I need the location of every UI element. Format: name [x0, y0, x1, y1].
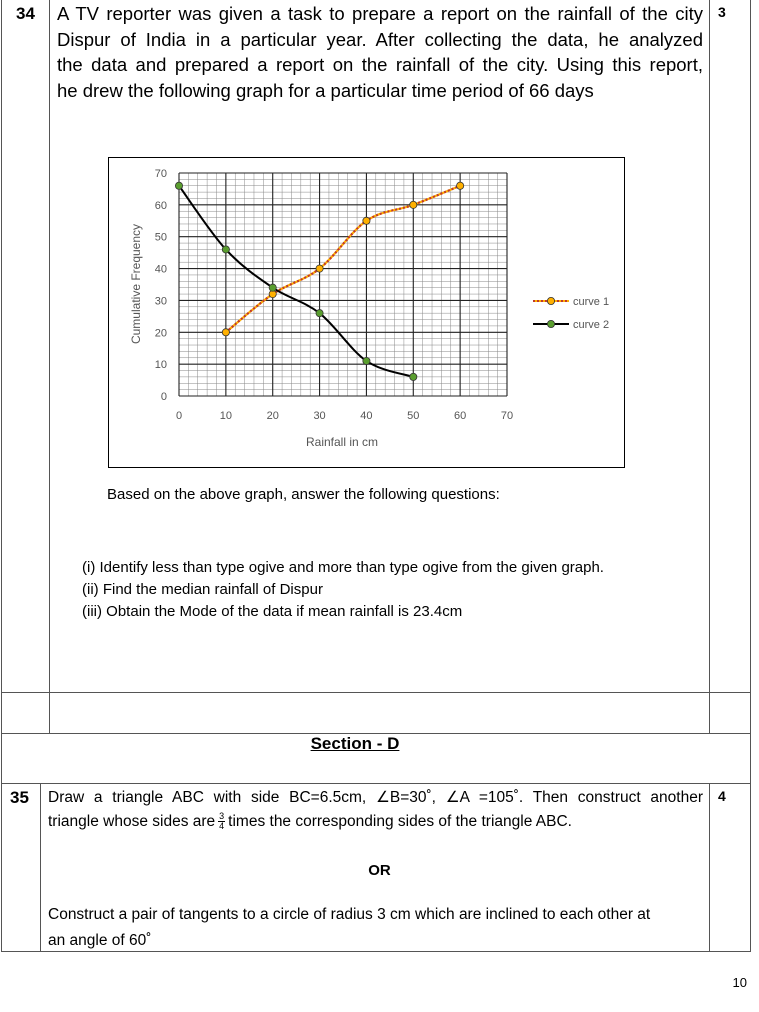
curve-1-point: [222, 329, 229, 336]
question-line: times the corresponding sides of the triangle ABC.: [228, 813, 572, 830]
ogive-chart: [109, 158, 624, 467]
x-axis-label: Rainfall in cm: [305, 435, 379, 449]
table-left-border: [1, 0, 2, 952]
or-separator: OR: [368, 862, 391, 879]
fraction-numerator: 3: [219, 811, 225, 822]
subquestion-label: (iii): [82, 603, 102, 620]
chart-frame: [108, 157, 625, 468]
curve-1-line-dots: [226, 186, 460, 333]
alternative-question: [48, 905, 703, 951]
question-line: he drew the following graph for a particular time period of 66 days: [57, 79, 594, 101]
curve-2-point: [175, 182, 182, 189]
subquestion-3: [82, 603, 462, 620]
subquestion-2: [82, 581, 323, 598]
row-divider-3: [1, 783, 751, 784]
question-text: [48, 788, 703, 808]
question-line: triangle whose sides are: [48, 813, 216, 830]
y-axis-label: Cumulative Frequency: [129, 223, 143, 345]
curve-1-point: [363, 217, 370, 224]
curve-1-point: [410, 201, 417, 208]
fraction-denominator: 4: [219, 821, 225, 832]
y-tick-label: 10: [154, 359, 167, 372]
legend-label: curve 2: [573, 319, 610, 331]
question-line: Construct a pair of tangents to a circle of radius 3 cm which are inclined to each other at: [48, 906, 651, 923]
legend-swatch-marker: [547, 320, 554, 327]
question-line: an angle of 60˚: [48, 932, 152, 949]
question-line: Dispur of India in a particular year. After collecting the data, he analyzed: [57, 28, 703, 50]
question-text-line2: [48, 812, 703, 832]
x-tick-label: 50: [407, 410, 420, 422]
table-bottom-border: [1, 951, 751, 952]
curve-2-point: [316, 310, 323, 317]
curve-2-point: [269, 284, 276, 291]
col-divider-marks: [709, 0, 710, 733]
question-number: 35: [10, 788, 29, 807]
section-heading: Section - D: [310, 734, 400, 753]
y-tick-label: 20: [154, 327, 167, 340]
row-divider-1: [1, 692, 751, 693]
curve-2-point: [222, 246, 229, 253]
x-tick-label: 10: [219, 410, 232, 422]
table-right-border: [750, 0, 751, 952]
curve-1-line: [226, 186, 460, 333]
subquestion-1: [82, 559, 604, 576]
question-marks: 3: [718, 4, 726, 20]
subquestion-label: (ii): [82, 581, 99, 598]
curve-2-point: [363, 357, 370, 364]
legend-label: curve 1: [573, 296, 610, 308]
col-divider-q34: [49, 0, 50, 733]
question-line: Draw a triangle ABC with side BC=6.5cm, ∠B=30˚, ∠A =105˚. Then construct another: [48, 789, 703, 806]
y-tick-label: 0: [160, 391, 167, 403]
y-tick-label: 50: [154, 231, 167, 244]
question-text: [57, 1, 703, 103]
curve-2-point: [410, 373, 417, 380]
page-number: 10: [732, 975, 747, 990]
y-tick-label: 60: [154, 199, 167, 212]
question-number: 34: [16, 4, 35, 23]
subquestion-text: Identify less than type ogive and more than type ogive from the given graph.: [99, 559, 604, 576]
y-tick-label: 40: [154, 263, 167, 276]
curve-1-point: [457, 182, 464, 189]
x-tick-label: 0: [175, 410, 183, 422]
x-tick-label: 20: [266, 410, 279, 422]
subquestion-text: Find the median rainfall of Dispur: [102, 581, 323, 598]
question-marks: 4: [718, 788, 726, 804]
curve-1-point: [316, 265, 323, 272]
subquestion-text: Obtain the Mode of the data if mean rainfall is 23.4cm: [106, 603, 463, 620]
question-line: A TV reporter was given a task to prepare a report on the rainfall of the city: [57, 3, 703, 24]
instruction-text: Based on the above graph, answer the following questions:: [107, 486, 500, 503]
fraction: [218, 812, 225, 831]
y-tick-label: 30: [154, 295, 167, 308]
legend-swatch-marker: [547, 297, 554, 304]
question-line: the data and prepared a report on the rainfall of the city. Using this report,: [57, 54, 703, 75]
x-tick-label: 70: [500, 410, 514, 422]
subquestion-label: (i): [82, 559, 96, 576]
x-tick-label: 30: [313, 410, 326, 422]
x-tick-label: 60: [454, 410, 467, 422]
y-tick-label: 70: [154, 168, 167, 180]
x-tick-label: 40: [360, 410, 373, 422]
